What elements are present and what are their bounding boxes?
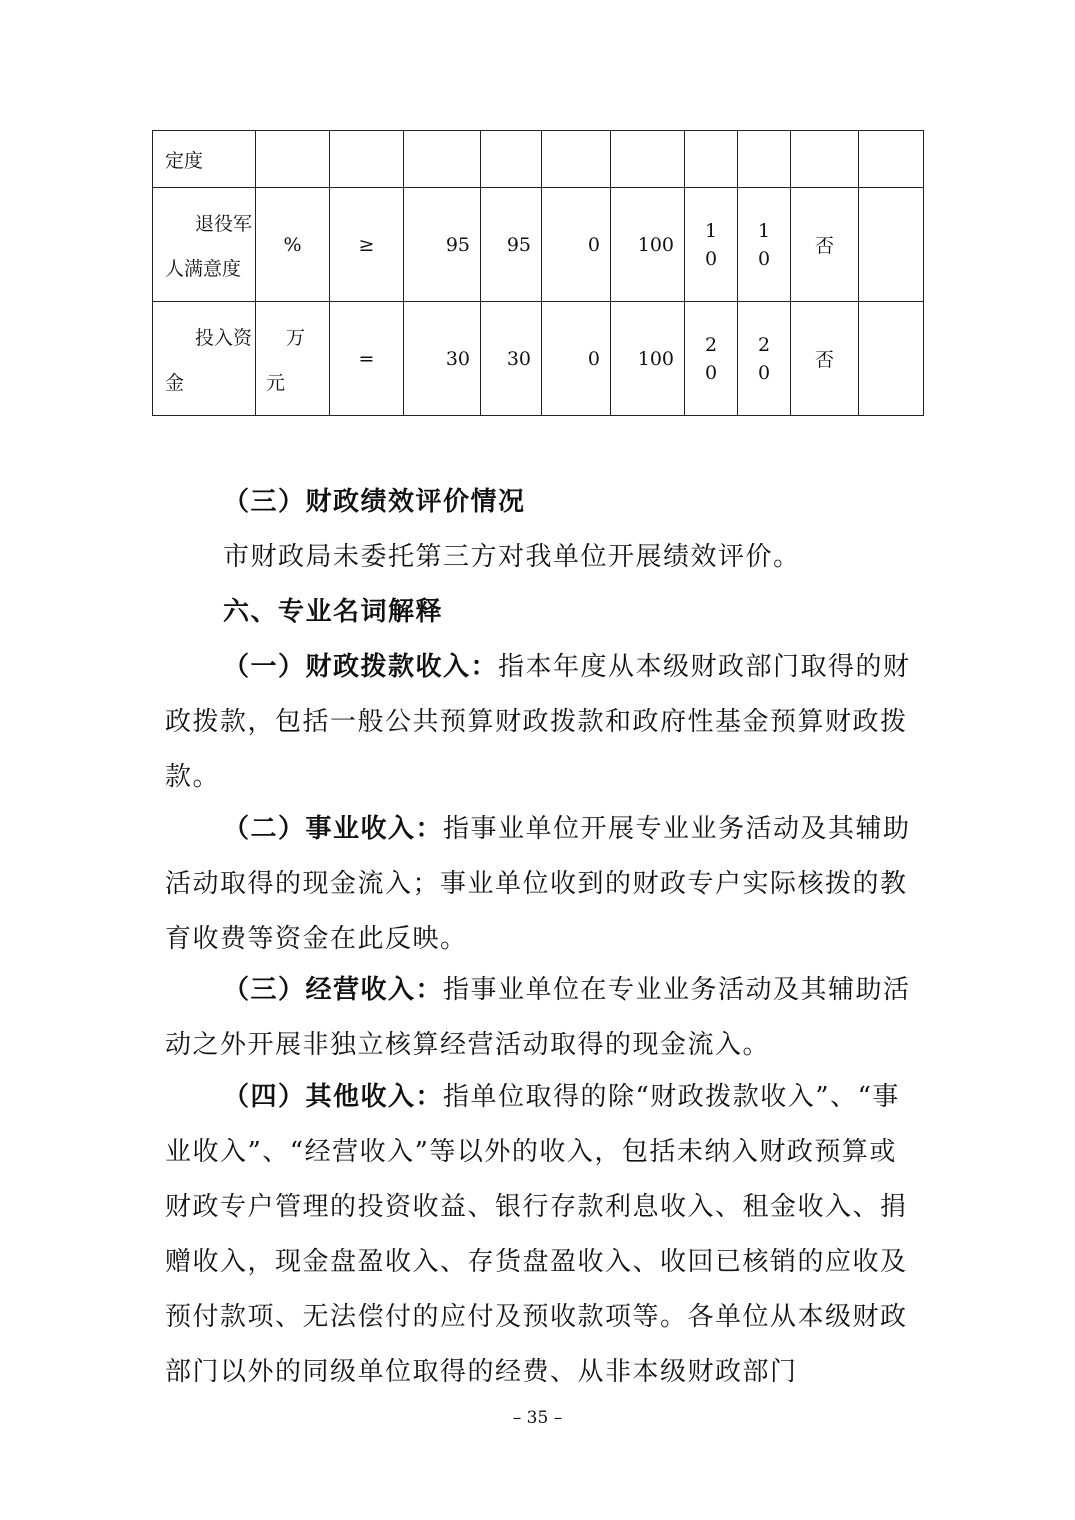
value-cell: 95 xyxy=(404,188,481,302)
unit-cell: % xyxy=(256,188,330,302)
value-cell: 95 xyxy=(481,188,542,302)
section-heading-terms: 六、专业名词解释 xyxy=(223,597,444,627)
performance-table xyxy=(152,130,924,416)
note-cell xyxy=(859,302,924,416)
unit-cell: 万 元 xyxy=(256,302,330,416)
term-label: （二）事业收入： xyxy=(223,814,444,844)
paragraph-term-2: （二）事业收入：指事业单位开展专业业务活动及其辅助活动取得的现金流入；事业单位收到的财政专户实际核拨的教育收费等资金在此反映。 xyxy=(165,814,911,954)
value-cell: 0 xyxy=(542,188,611,302)
value-cell: 100 xyxy=(611,302,685,416)
paragraph-term-4: （四）其他收入：指单位取得的除“财政拨款收入”、“事业收入”、“经营收入”等以外的收入，包括未纳入财政预算或财政专户管理的投资收益、银行存款利息收入、租金收入、捐赠收入，现金盘盈收入、存货盘盈收入、收回已核销的应收及预付款项、无法偿付的应付及预收款项等。各单位从本级财政部门以外的同级单位取得的经费、从非本级财政部门 xyxy=(165,1082,908,1387)
value-cell: 0 xyxy=(542,302,611,416)
indicator-name: 退役军 人满意度 xyxy=(153,188,256,302)
term-label: （三）经营收入： xyxy=(223,975,444,1005)
indicator-name: 定度 xyxy=(153,131,256,188)
page-number: – 35 – xyxy=(512,1408,563,1428)
paragraph-term-1: （一）财政拨款收入：指本年度从本级财政部门取得的财政拨款，包括一般公共预算财政拨款和政府性基金预算财政拨款。 xyxy=(165,652,911,792)
weight-cell: 2 0 xyxy=(685,302,738,416)
term-label: （一）财政拨款收入： xyxy=(223,652,499,682)
term-label: （四）其他收入： xyxy=(223,1082,444,1112)
operator-cell: ≥ xyxy=(330,188,404,302)
flag-cell: 否 xyxy=(791,302,859,416)
score-cell: 2 0 xyxy=(738,302,791,416)
table-row xyxy=(153,188,924,302)
value-cell: 30 xyxy=(404,302,481,416)
table-row xyxy=(153,302,924,416)
weight-cell: 1 0 xyxy=(685,188,738,302)
section-heading-eval: （三）财政绩效评价情况 xyxy=(223,487,526,517)
table-row xyxy=(153,131,924,188)
operator-cell: = xyxy=(330,302,404,416)
value-cell: 30 xyxy=(481,302,542,416)
score-cell: 1 0 xyxy=(738,188,791,302)
value-cell: 100 xyxy=(611,188,685,302)
note-cell xyxy=(859,188,924,302)
indicator-name: 投入资 金 xyxy=(153,302,256,416)
flag-cell: 否 xyxy=(791,188,859,302)
paragraph-term-3: （三）经营收入：指事业单位在专业业务活动及其辅助活动之外开展非独立核算经营活动取得的现金流入。 xyxy=(165,975,911,1060)
paragraph-eval: 市财政局未委托第三方对我单位开展绩效评价。 xyxy=(223,542,801,572)
